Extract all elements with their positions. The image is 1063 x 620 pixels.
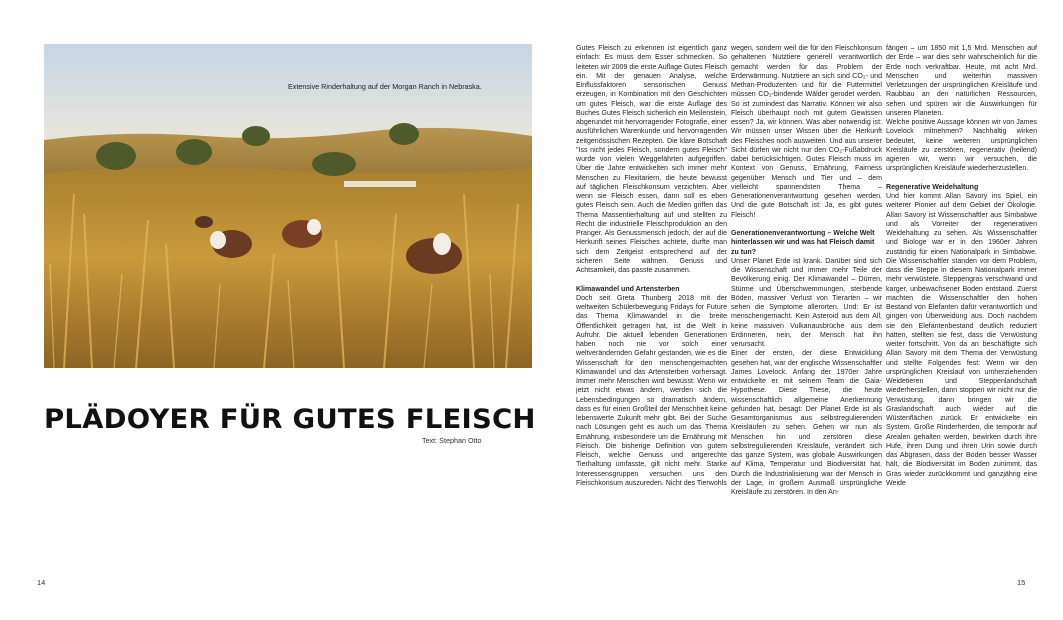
text-column-1 xyxy=(576,44,727,488)
section-heading: Generationenverantwortung – Welche Welt hinterlassen wir und was hat Fleisch damit zu tun? xyxy=(731,230,875,256)
text-column-2 xyxy=(731,44,882,497)
page-number-right: 15 xyxy=(1017,578,1026,587)
paragraph: Unser Planet Erde ist krank. Darüber sind sich die Wissenschaft und immer mehr Teile der Bevölkerung einig. Der Klimawandel – Dürren, Stürme und Überschwemmungen, sterbende Böden, massiver Verlust von Tierarten – wir sehen die Symptome allerorten. Und: Er ist menschengemacht. Kein Asteroid aus dem All, keine massiven Vulkanausbrüche aus dem Erdinneren, nein, der Mensch hat ihn verursacht. xyxy=(731,257,882,348)
photo-caption: Extensive Rinderhaltung auf der Morgan Ranch in Nebraska. xyxy=(288,82,482,91)
paragraph: Doch seit Greta Thunberg 2018 mit der weltweiten Schülerbewegung Fridays for Future das Thema Klimawandel in die breite Öffentlichkeit getragen hat, ist die Welt in Aufruhr. Die aktuell lebenden Generationen haben noch nie vor solch einer weltverändernden Gefahr gestanden, wie es die Wissenschaft für den menschengemachten Klimawandel und das Artensterben vorhersagt. Immer mehr Menschen wird bewusst: Wenn wir jetzt nicht etwas ändern, werden sich die Lebensbedingungen so dramatisch ändern, dass es für einen Großteil der Menschheit keine lebenswerte Zukunft mehr gibt. Bei der Suche nach Lösungen geht es auch um das Thema Ernährung, insbesondere um die Ernährung mit Fleisch. Die bisherige Definition von gutem Fleisch, welche Genuss und artgerechte Tierhaltung umfasste, gilt nicht mehr. Starke Interessensgruppen versuchen uns den Fleischkonsum auszureden. Nicht des Tierwohls xyxy=(576,294,727,487)
article-byline: Text: Stephan Otto xyxy=(422,436,482,445)
section-heading: Regenerative Weidehaltung xyxy=(886,183,979,191)
paragraph: Gutes Fleisch zu erkennen ist eigentlich ganz einfach: Es muss dem Esser schmecken. So leiteten wir 2009 die erste Auflage Gutes Fleisch ein. Mit der genauen Analyse, welche Einflussfaktoren sensorischen Genuss erzeugen, in Kombination mit den Geschichten um gutes Fleisch, war die erste Auflage des Buches Gutes Fleisch sicherlich ein Meilenstein, abgerundet mit hervorragender Fotografie, einer ausführlichen Warenkunde und hervorragenden zeitgenössischen Rezepten. Die klare Botschaft "Iss nicht jedes Fleisch, sondern gutes Fleisch" wurde von vielen Weggefährten aufgegriffen. Über die Jahre entwickelten sich immer mehr Menschen zu Flexitariern, die heute bewusst auf täglichen Fleischkonsum verzichten. Aber wenn sie Fleisch essen, dann soll es eben gutes Fleisch sein. Auch die Medien griffen das Thema Massentierhaltung auf und stellten zu Recht die industrielle Fleischproduktion an den Pranger. Als Genussmensch jedoch, der auf die Herkunft seines Fleisches achtete, durfte man sich dem Zeitgeist entsprechend auf der sicheren Seite wähnen. Genuss und Achtsamkeit, das passte zusammen. xyxy=(576,45,727,274)
paragraph: Einer der ersten, der diese Entwicklung gesehen hat, war der englische Wissenschaftler James Lovelock. Anfang der 1970er Jahre entwickelte er mit seinem Team die Gaia-Hypothese. Diese These, die heute wissenschaftlich allgemeine Anerkennung gefunden hat, besagt: Der Planet Erde ist als Gesamtorganismus aus selbstregulierenden Kreisläufen zu sehen. Gehen wir nun als Menschen hin und zerstören diese selbstregulierenden Kreisläufe, verändert sich das ganze System, was globale Auswirkungen auf Klima, Temperatur und Biodiversität hat. Durch die Industrialisierung war der Mensch in der Lage, in großem Ausmaß ursprüngliche Kreisläufe zu zerstören. In den An- xyxy=(731,350,882,496)
spacer xyxy=(886,174,1037,183)
spacer xyxy=(576,275,727,284)
page-number-left: 14 xyxy=(37,578,46,587)
paragraph: fängen – um 1850 mit 1,5 Mrd. Menschen auf der Erde – war dies sehr wahrscheinlich für die Erde noch verkraftbar. Heute, mit acht Mrd. Menschen und weiterhin massiven Verletzungen der ursprünglichen Kreisläufe und Raubbau an den natürlichen Ressourcen, sehen und spüren wir die Auswirkungen für unseren Planeten. xyxy=(886,45,1037,117)
ranch-photo xyxy=(44,44,532,368)
section-heading: Klimawandel und Artensterben xyxy=(576,285,680,293)
text-column-3 xyxy=(886,44,1037,488)
paragraph: Und hier kommt Allan Savory ins Spiel, ein weiterer Pionier auf dem Gebiet der Ökologie. Allan Savory ist Wissenschaftler aus Simbabwe und als Vorreiter der regenerativen Weidehaltung zu sehen. Als Wissenschaftler und Biologe war er in den 1960er Jahren zuständig für einen Nationalpark in Simbabwe. Die Wissenschaftler standen vor dem Problem, dass die Steppe in diesem Nationalpark immer mehr verwüstete. Steppengras verschwand und karger, unbewachsener Boden entstand. Zuerst machten die Wissenschaftler den hohen Bestand von Elefanten dafür verantwortlich und gingen von Überweidung aus. Doch nachdem sie den Elefantenbestand deutlich reduziert hatten, stellten sie fest, dass die Verwüstung weiter fortschritt. Von da an beschäftigte sich Allan Savory mit dem Thema der Verwüstung und stellte Folgendes fest: Wenn wir den ursprünglichen Kreislauf von umherziehenden Weidetieren und Steppenlandschaft wiederherstellen, dann stoppen wir nicht nur die Verwüstung, dann bringen wir die Graslandschaft auch wieder auf die Wüstenflächen zurück. Er entwickelte ein System. Große Rinderherden, die temporär auf Arealen gehalten werden, bewirken durch ihre Hufe, ihren Dung und ihren Urin sowie durch das Abgrasen, dass der Boden besser Wasser hält, die Biodiversität im Boden zunimmt, das Gras wieder zurückkommt und ganzjährig eine Weide xyxy=(886,193,1037,487)
paragraph: Welche positive Aussage können wir von James Lovelock mitnehmen? Nachhaltig wirken bedeutet, keine weiteren ursprünglichen Kreisläufe zu zerstören, regenerativ (heilend) agieren wir, wenn wir versuchen, die ursprünglichen Kreisläufe wiederherzustellen. xyxy=(886,119,1037,173)
cattle-grassland-image xyxy=(44,44,532,368)
paragraph: wegen, sondern weil die für den Fleischkonsum gehaltenen Nutztiere generell verantwortlich gemacht werden für das Problem der Erderwärmung. Nutztiere an sich sind CO₂- und Methan-Produzenten und für die Futtermittel müssen CO₂-bindende Wälder gerodet werden. So ist zumindest das Narrativ. Können wir also Fleisch überhaupt noch mit gutem Gewissen essen? Ja, wir können. Was aber notwendig ist: Wir müssen unser Wissen über die Herkunft des Fleisches noch ausweiten. Und aus unserer Sicht dürfen wir nicht nur den CO₂-Fußabdruck dabei berücksichtigen. Gutes Fleisch muss im Kontext von Genuss, Ernährung, Fairness gegenüber Mensch und Tier und – dem vielleicht spannendsten Thema – Generationenverantwortung gesehen werden. Und die gute Botschaft ist: Ja, es gibt gutes Fleisch! xyxy=(731,45,882,219)
spacer xyxy=(731,220,882,229)
article-title: PLÄDOYER FÜR GUTES FLEISCH xyxy=(44,404,536,435)
